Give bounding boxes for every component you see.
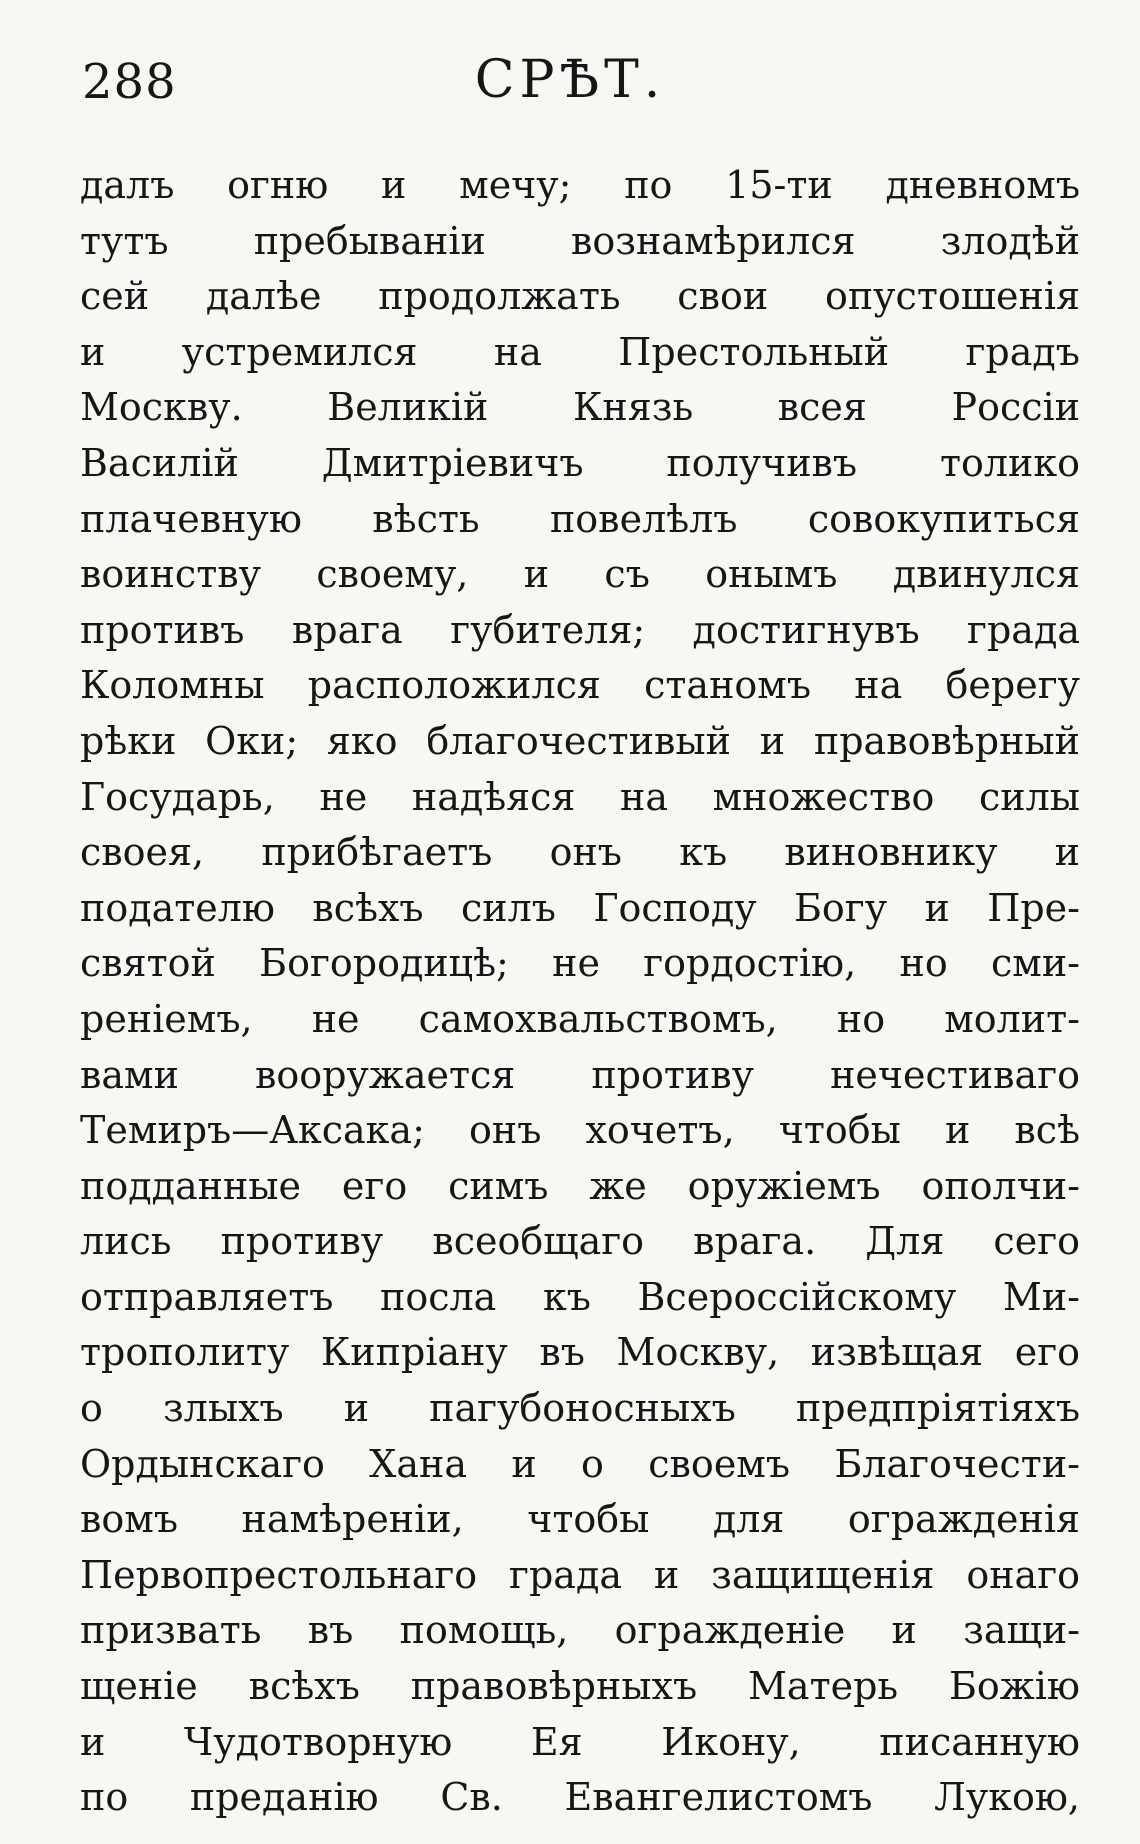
text-line: далъ огню и мечу; по 15-ти дневномъ <box>80 163 1080 207</box>
text-line: о злыхъ и пагубоносныхъ предпрiятiяхъ <box>80 1386 1080 1431</box>
text-line: Первопрестольнаго града и защищенiя онаго <box>80 1552 1080 1597</box>
text-line: воинству своему, и съ онымъ двинулся <box>80 552 1080 597</box>
text-line: тутъ пребыванiи вознамѣрился злодѣй <box>80 218 1080 263</box>
page-number: 288 <box>82 54 177 110</box>
text-line: трополиту Кипрiану въ Москву, извѣщая его <box>80 1330 1080 1375</box>
text-line: и Чудотворную Ея Икону, писанную <box>80 1719 1080 1764</box>
text-line: подданные его симъ же оружiемъ ополчи- <box>80 1163 1080 1208</box>
text-line: ренiемъ, не самохвальствомъ, но молит- <box>80 996 1080 1041</box>
text-line: вомъ намѣренiи, чтобы для огражденiя <box>80 1497 1080 1542</box>
text-line: Москву. Великiй Князь всея Россiи <box>80 385 1080 430</box>
text-line: отправляетъ посла къ Всероссiйскому Ми- <box>80 1274 1080 1319</box>
text-line: Коломны расположился станомъ на берегу <box>80 663 1080 708</box>
text-line: Василiй Дмитрiевичъ получивъ толико <box>80 440 1080 485</box>
text-line: призвать въ помощь, огражденiе и защи- <box>80 1608 1080 1653</box>
text-line: рѣки Оки; яко благочестивый и правовѣрный <box>80 718 1080 763</box>
text-line: святой Богородицѣ; не гордостiю, но сми- <box>80 941 1080 986</box>
text-line: Ордынскаго Хана и о своемъ Благочести- <box>80 1441 1080 1486</box>
text-line: Темиръ—Аксака; онъ хочетъ, чтобы и всѣ <box>80 1108 1080 1153</box>
text-line: по преданiю Св. Евангелистомъ Лукою, <box>80 1775 1080 1820</box>
running-head: СРѢТ. <box>474 50 666 110</box>
text-line: щенiе всѣхъ правовѣрныхъ Матерь Божiю <box>80 1664 1080 1709</box>
text-line: Государь, не надѣяся на множество силы <box>80 774 1080 819</box>
text-line: противъ врага губителя; достигнувъ града <box>80 607 1080 652</box>
text-line: своея, прибѣгаетъ онъ къ виновнику и <box>80 830 1080 875</box>
text-line: плачевную вѣсть повелѣлъ совокупиться <box>80 496 1080 541</box>
text-line: лись противу всеобщаго врага. Для сего <box>80 1219 1080 1264</box>
text-line: подателю всѣхъ силъ Господу Богу и Пре- <box>80 885 1080 930</box>
text-line: и устремился на Престольный градъ <box>80 329 1080 374</box>
text-line: сей далѣе продолжать свои опустошенiя <box>80 274 1080 319</box>
text-line: вами вооружается противу нечестиваго <box>80 1052 1080 1097</box>
body-text <box>80 158 1080 1826</box>
